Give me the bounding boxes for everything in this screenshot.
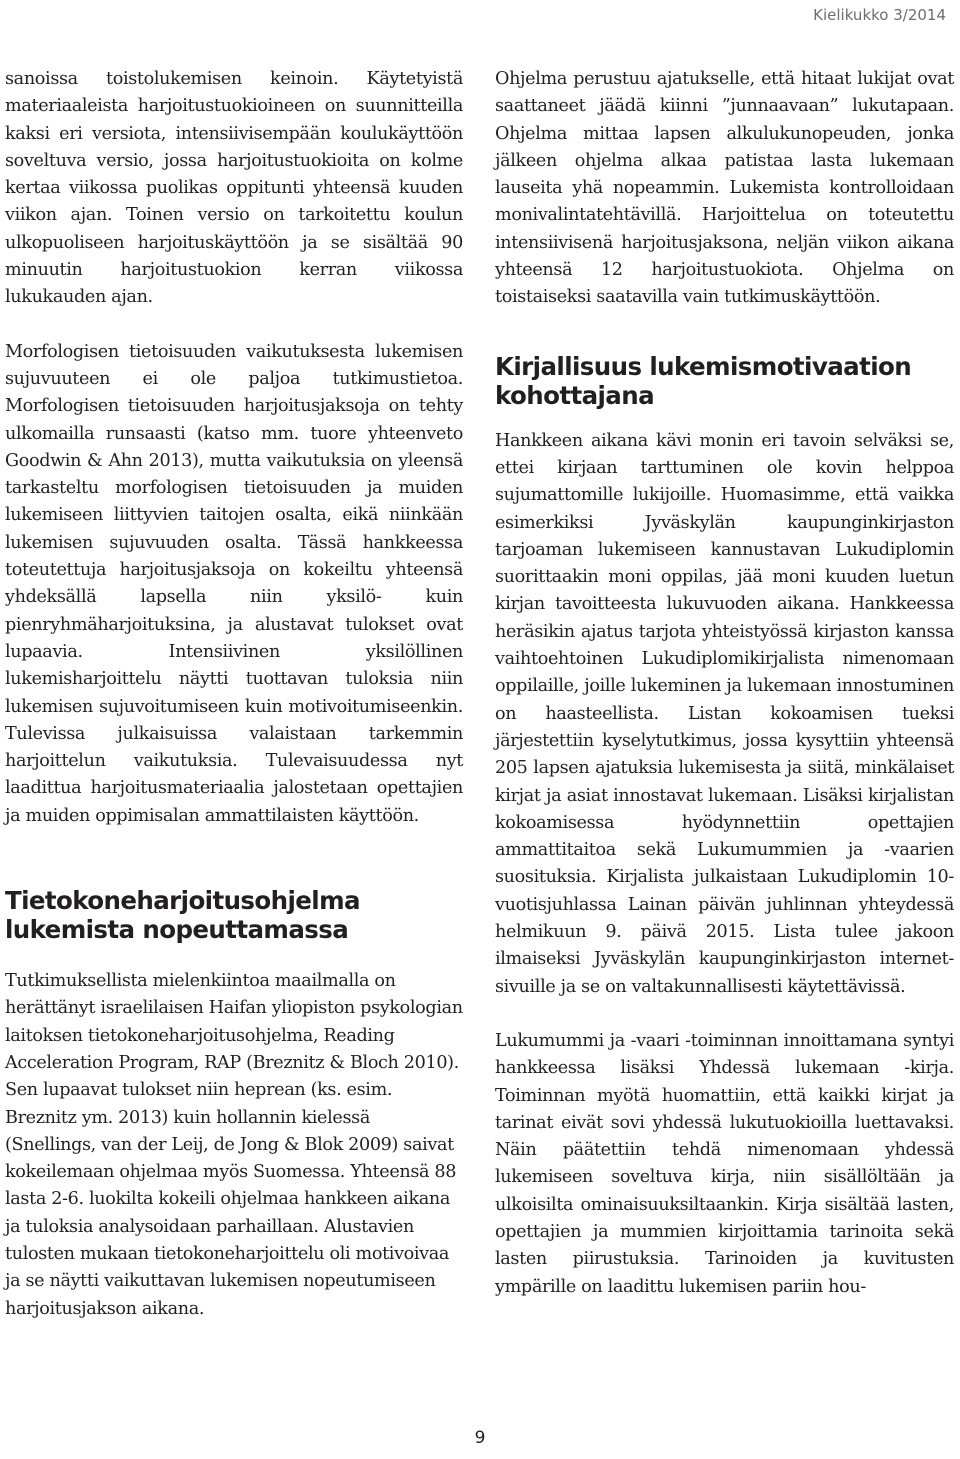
section-heading: Kirjallisuus lukemismotivaation kohottajana [495, 351, 912, 410]
left-column [5, 66, 463, 1323]
body-paragraph: Hankkeen aikana kävi monin eri tavoin selväksi se, ettei kirjaan tarttuminen ole kovin helppoa sujumattomille lukijoille. Huomasimme, että vaikka esimerkiksi Jyväskylän kaupunginkirjaston tarjoaman lukemiseen kannustavan Lukudiplomin suorittaakin moni oppilas, jää moni kuuden luetun kirjan tavoitteesta lukuvuoden aikana. Hankkeessa heräsikin ajatus tarjota yhteistyössä kirjaston kanssa vaihtoehtoinen Lukudiplomikirjalista nimenomaan oppilaille, joille lukeminen ja lukemaan innostuminen on haasteellista. Listan kokoamisen tueksi järjestettiin kyselytutkimus, jossa kysyttiin yhteensä 205 lapsen ajatuksia lukemisesta ja siitä, minkälaiset kirjat ja asiat innostavat lukemaan. Lisäksi kirjalistan kokoamisessa hyödynnettiin opettajien ammattitaitoa sekä Lukumummien ja -vaarien suosituksia. Kirjalista julkaistaan Lukudiplomin 10-vuotisjuhlassa Lainan päivän juhlinnan yhteydessä helmikuun 9. päivä 2015. Lista tulee jakoon ilmaiseksi Jyväskylän kaupunginkirjaston internet-sivuille ja se on valtakunnallisesti käytettävissä. [495, 430, 954, 997]
body-paragraph: sanoissa toistolukemisen keinoin. Käytetyistä materiaaleista harjoitustuokioineen on suunnitteilla kaksi eri versiota, intensiivisempään koulukäyttöön soveltuva versio, jossa harjoitustuokioita on kolme kertaa viikossa puolikas oppitunti yhteensä kuuden viikon ajan. Toinen versio on tarkoitettu koulun ulkopuoliseen harjoituskäyttöön ja se sisältää 90 minuutin harjoitustuokion kerran viikossa lukukauden ajan. [5, 69, 463, 308]
section-heading: Tietokoneharjoitusohjelma lukemista nopeuttamassa [5, 886, 360, 945]
body-paragraph: Tutkimuksellista mielenkiintoa maailmalla on herättänyt israelilaisen Haifan yliopiston psykologian laitoksen tietokoneharjoitusohjelma, Reading Acceleration Program, RAP (Breznitz & Bloch 2010). Sen lupaavat tulokset niin heprean (ks. esim. Breznitz ym. 2013) kuin hollannin kielessä (Snellings, van der Leij, de Jong & Blok 2009) saivat kokeilemaan ohjelmaa myös Suomessa. Yhteensä 88 lasta 2-6. luokilta kokeili ohjelmaa hankkeen aikana ja tuloksia analysoidaan parhaillaan. Alustavien tulosten mukaan tietokoneharjoittelu oli motivoivaa ja se näytti vaikuttavan lukemisen nopeutumiseen harjoitusjakson aikana. [5, 971, 463, 1319]
right-column [495, 66, 954, 1301]
body-paragraph: Morfologisen tietoisuuden vaikutuksesta lukemisen sujuvuuteen ei ole paljoa tutkimustietoa. Morfologisen tietoisuuden harjoitusjaksoja on tehty ulkomailla runsaasti (katso mm. tuore yhteenveto Goodwin & Ahn 2013), mutta vaikutuksia on yleensä tarkasteltu morfologisen tietoisuuden ja muiden lukemiseen liittyvien taitojen osalta, eikä niinkään lukemisen sujuvuuden osalta. Tässä hankkeessa toteutettuja harjoitusjaksoja on kokeiltu yhteensä yhdeksällä lapsella niin yksilö- kuin pienryhmäharjoituksina, ja alustavat tulokset ovat lupaavia. Intensiivinen yksilöllinen lukemisharjoittelu näytti tuottavan tuloksia niin lukemisen sujuvoitumiseen kuin motivoitumiseenkin. Tulevissa julkaisuissa valaistaan tarkemmin harjoittelun vaikutuksia. Tulevaisuudessa nyt laadittua harjoitusmateriaalia jalostetaan opettajien ja muiden oppimisalan ammattilaisten käyttöön. [5, 341, 463, 826]
body-paragraph: Lukumummi ja -vaari -toiminnan innoittamana syntyi hankkeessa lisäksi Yhdessä lukemaan -kirja. Toiminnan myötä huomattiin, että kaikki kirjat ja tarinat eivät sovi yhdessä lukutuokioilla luettavaksi. Näin päätettiin tehdä nimenomaan yhdessä lukemiseen soveltuva kirja, niin sisällöltään ja ulkoisilta ominaisuuksiltaankin. Kirja sisältää lasten, opettajien ja mummien kirjoittamia tarinoita sekä lasten piirustuksia. Tarinoiden ja kuvitusten ympärille on laadittu lukemisen pariin hou- [495, 1030, 954, 1297]
body-paragraph: Ohjelma perustuu ajatukselle, että hitaat lukijat ovat saattaneet jäädä kiinni ”junnaavaan” lukutapaan. Ohjelma mittaa lapsen alkulukunopeuden, jonka jälkeen ohjelma alkaa patistaa lasta lukemaan lauseita yhä nopeammin. Lukemista kontrolloidaan monivalintatehtävillä. Harjoittelua on toteutettu intensiivisenä harjoitusjaksona, neljän viikon aikana yhteensä 12 harjoitustuokiota. Ohjelma on toistaiseksi saatavilla vain tutkimuskäyttöön. [495, 69, 954, 308]
running-header: Kielikukko 3/2014 [813, 6, 946, 24]
page-number: 9 [474, 1428, 486, 1448]
